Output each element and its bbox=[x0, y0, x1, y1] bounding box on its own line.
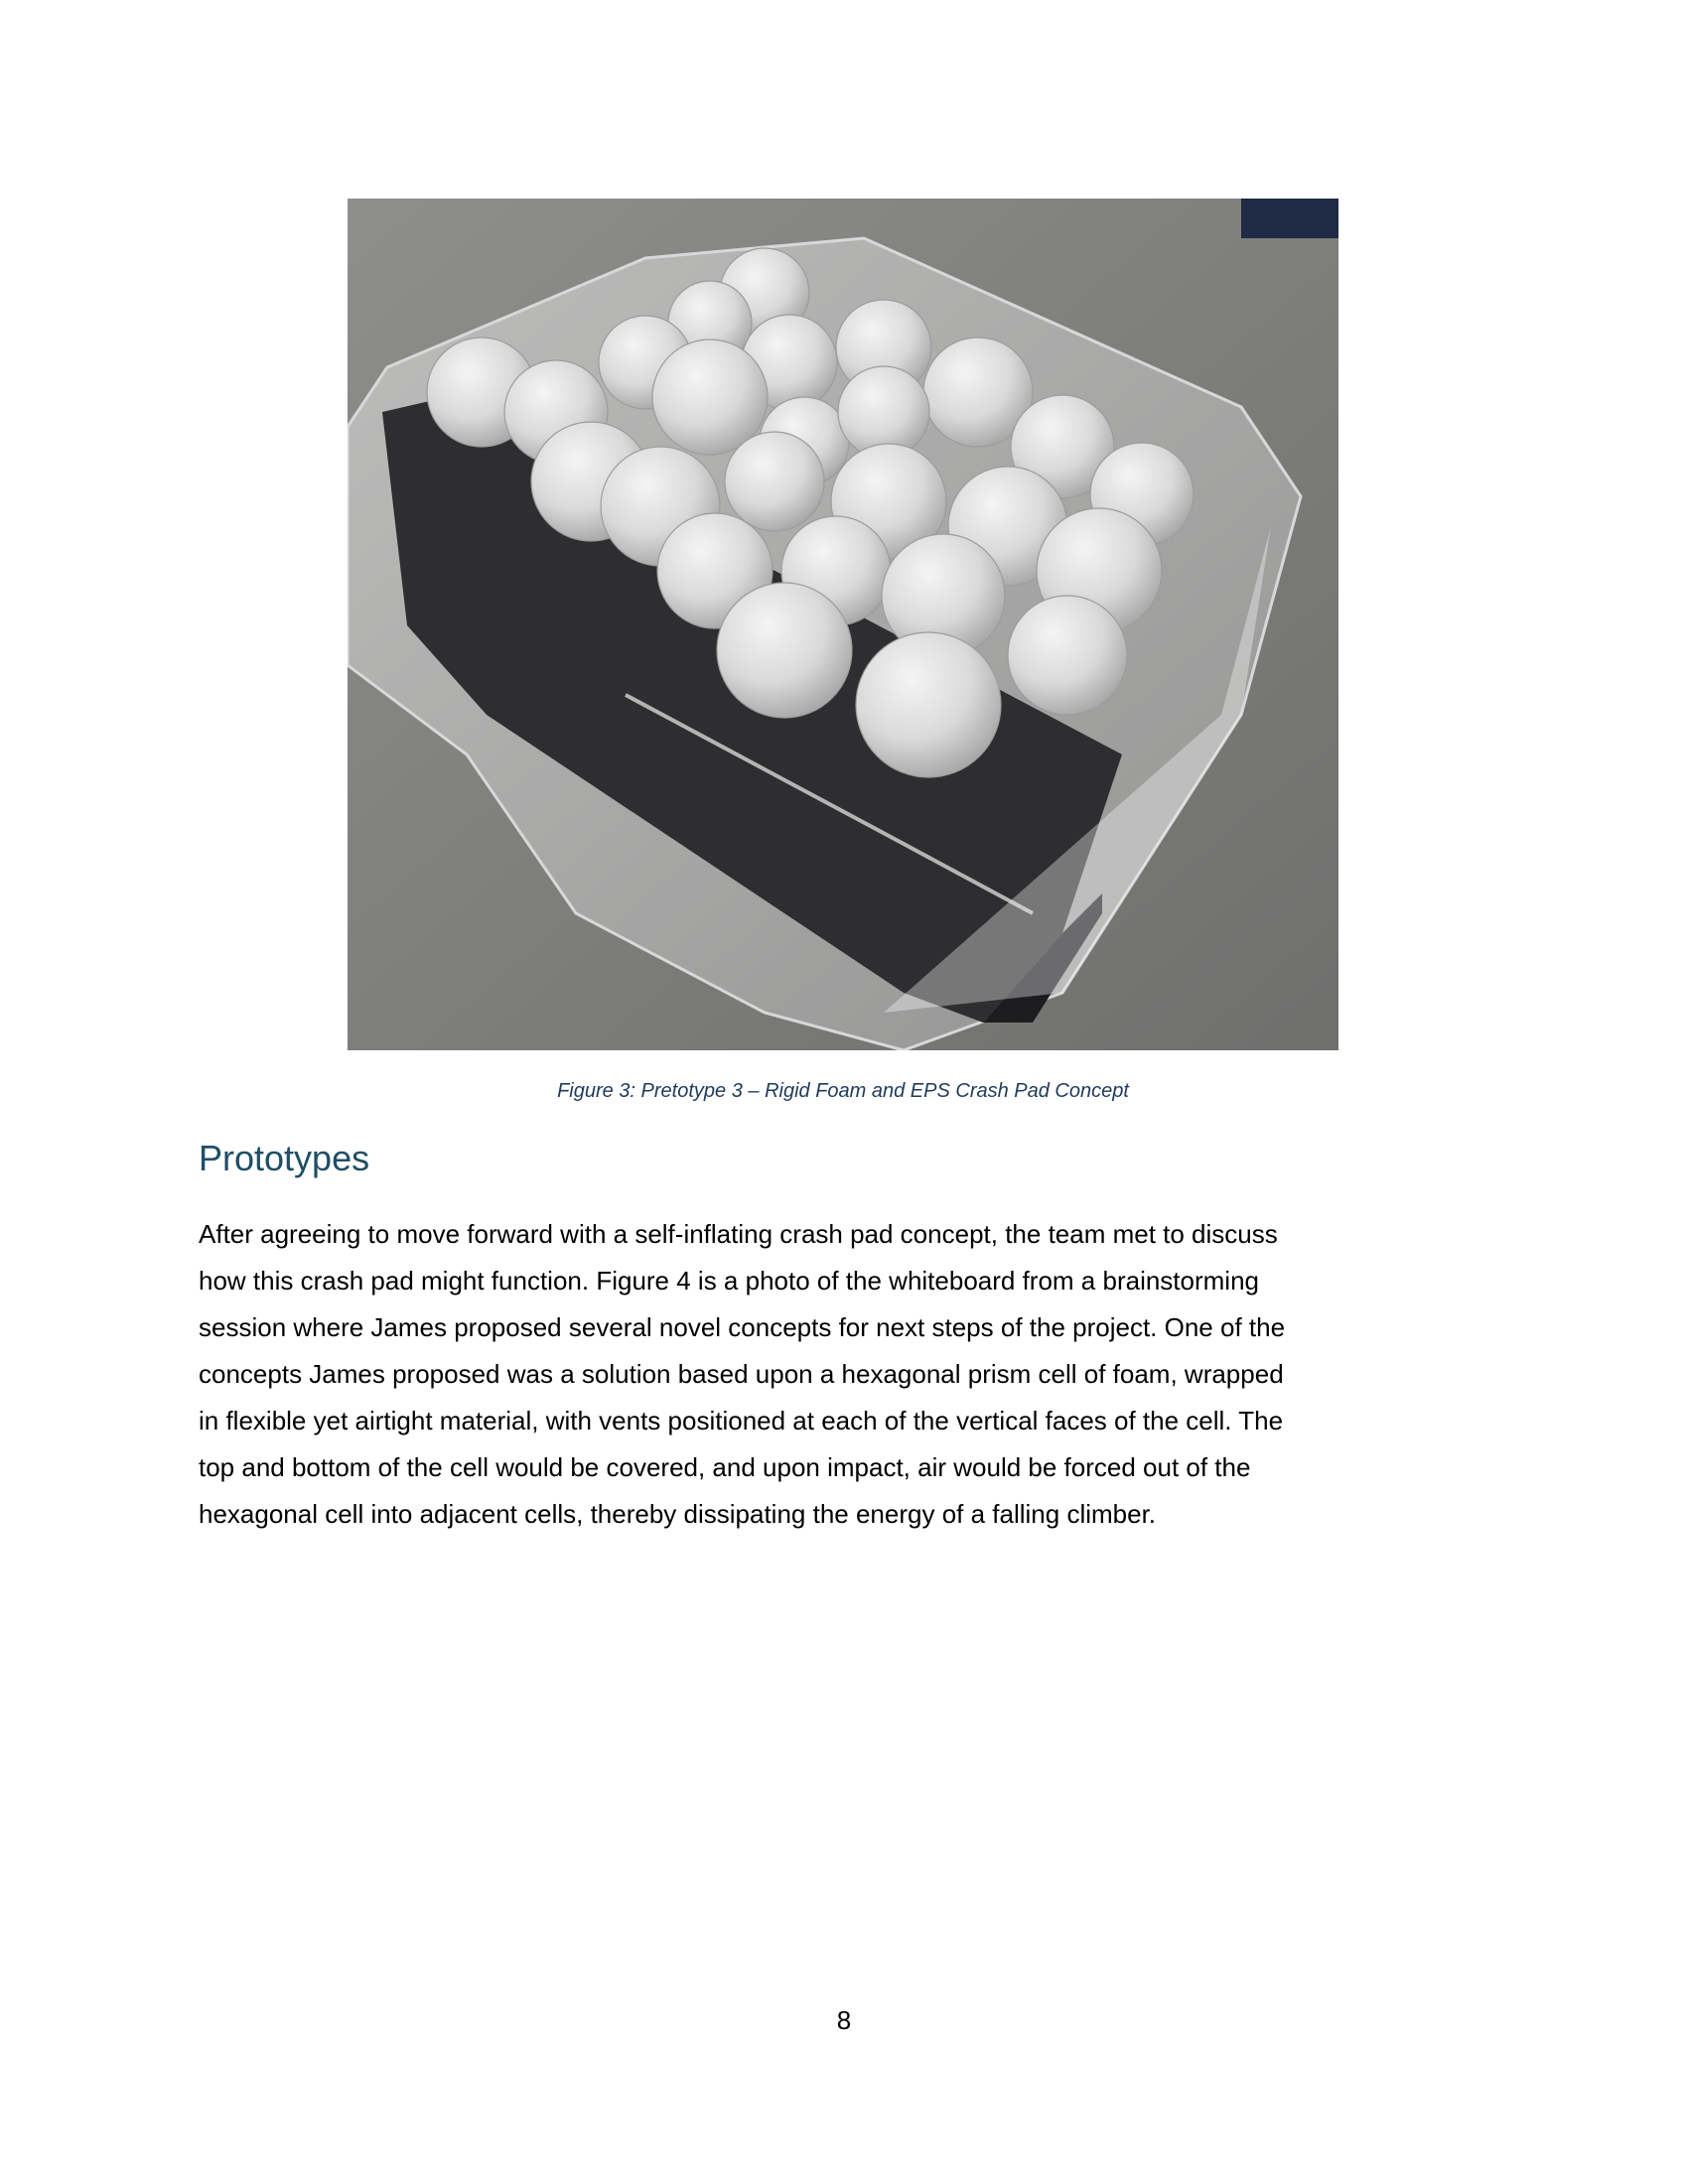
body-paragraph bbox=[199, 1211, 1489, 1538]
paragraph-line: hexagonal cell into adjacent cells, thereby dissipating the energy of a falling climber. bbox=[199, 1499, 1157, 1529]
paragraph-line: top and bottom of the cell would be covered, and upon impact, air would be forced out of the bbox=[199, 1452, 1251, 1482]
figure-caption: Figure 3: Pretotype 3 – Rigid Foam and EPS Crash Pad Concept bbox=[557, 1080, 1129, 1102]
figure-photo-crash-pad bbox=[348, 199, 1338, 1050]
crash-pad-photo-image bbox=[348, 199, 1338, 1050]
paragraph-line: concepts James proposed was a solution based upon a hexagonal prism cell of foam, wrapped bbox=[199, 1359, 1284, 1389]
paragraph-line: in flexible yet airtight material, with vents positioned at each of the vertical faces of the cell. The bbox=[199, 1406, 1284, 1435]
page-number: 8 bbox=[836, 2005, 852, 2035]
section-heading: Prototypes bbox=[199, 1138, 370, 1178]
paragraph-line: session where James proposed several novel concepts for next steps of the project. One of the bbox=[199, 1312, 1286, 1342]
paragraph-line: After agreeing to move forward with a self-inflating crash pad concept, the team met to discuss bbox=[199, 1219, 1278, 1249]
paragraph-line: how this crash pad might function. Figure 4 is a photo of the whiteboard from a brainstorming bbox=[199, 1266, 1260, 1296]
